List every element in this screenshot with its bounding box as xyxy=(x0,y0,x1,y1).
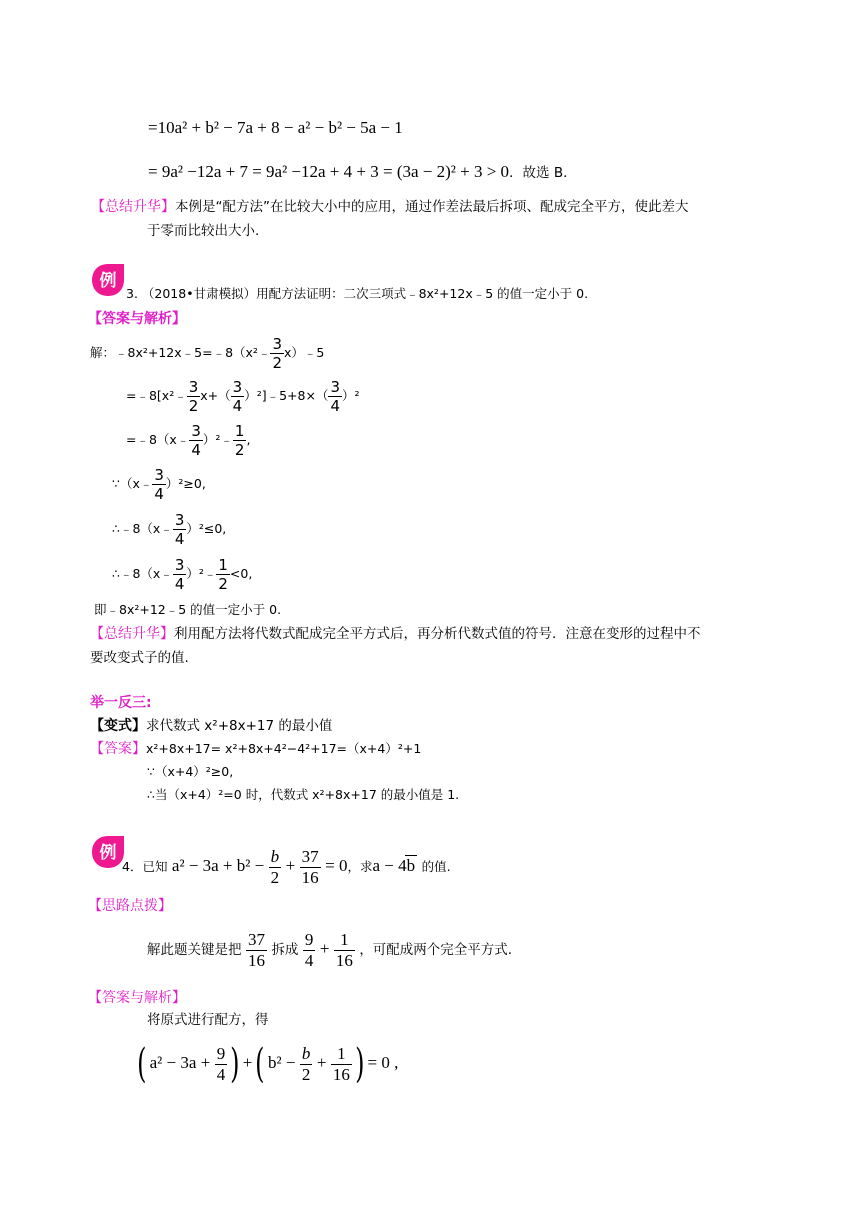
solution-text: x+（ xyxy=(200,388,231,403)
summary-2-line-1 xyxy=(90,624,701,644)
variant-answer xyxy=(90,739,421,759)
fraction-b-2: $\frac{b}{2}$ xyxy=(270,846,280,887)
solution-text: ）²≤0, xyxy=(186,521,227,536)
summary-1-line-2: 于零而比较出大小. xyxy=(147,223,260,239)
example-4-question xyxy=(122,845,451,888)
fraction-1-16: $\frac{1}{16}$ xyxy=(332,1043,350,1084)
summary-2-line-2: 要改变式子的值. xyxy=(90,650,189,666)
solution-line-5 xyxy=(112,511,226,548)
variant-question xyxy=(90,716,332,736)
conclusion-text: 即﹣8x²+12﹣5 的值一定小于 0. xyxy=(94,602,282,617)
plus-sign: + xyxy=(285,856,296,875)
fraction-1-2: $\frac{1}{2}$ xyxy=(218,556,228,593)
hint-text: ，可配成两个完全平方式. xyxy=(359,942,513,958)
fraction-37-16: $\frac{37}{16}$ xyxy=(301,846,319,887)
fraction-9-4: $\frac{9}{4}$ xyxy=(304,929,314,970)
solution-text: =﹣8（x﹣ xyxy=(126,432,190,447)
equation-line-2 xyxy=(148,162,577,183)
solution-text: ）² xyxy=(341,388,360,403)
left-paren: ( xyxy=(137,1041,147,1087)
solution-text: =﹣8[x²﹣ xyxy=(126,388,187,403)
summary-text: 利用配方法将代数式配成完全平方式后，再分析代数式值的符号．注意在变形的过程中不 xyxy=(174,626,701,642)
solution-text: <0, xyxy=(229,566,253,581)
hint-text: 拆成 xyxy=(271,942,299,958)
solution-text: ）²]﹣5+8×（ xyxy=(244,388,329,403)
summary-tag: 【总结升华】 xyxy=(90,626,174,642)
sqrt-expression: b xyxy=(406,856,416,875)
solution-text: ∵（x﹣ xyxy=(112,476,153,491)
example-badge-icon xyxy=(90,262,126,298)
equation-part: = 0 xyxy=(325,856,348,875)
section-heading: 举一反三: xyxy=(90,695,152,711)
question-number: 4．已知 xyxy=(122,859,168,874)
fraction-3-4: $\frac{3}{4}$ xyxy=(174,511,185,548)
plus-sign: + xyxy=(242,1053,253,1072)
fraction-1-16: $\frac{1}{16}$ xyxy=(335,929,353,970)
choice-text: ．故选 B． xyxy=(509,165,577,181)
equation-line-1: =10a² + b² − 7a + 8 − a² − b² − 5a − 1 xyxy=(148,118,403,137)
equation-part: a² − 3a + b² − xyxy=(171,856,265,875)
left-paren: ( xyxy=(255,1041,265,1087)
answer-text: x²+8x+17= x²+8x+4²−4²+17=（x+4）²+1 xyxy=(146,741,422,756)
solution-text: ∴﹣8（x﹣ xyxy=(112,566,173,581)
fraction-3-4: $\frac{3}{4}$ xyxy=(330,378,340,415)
fraction-3-2: $\frac{3}{2}$ xyxy=(188,378,199,415)
variant-label: 【变式】 xyxy=(90,718,146,734)
equation-part: a² − 3a + xyxy=(149,1053,211,1072)
answer-equation xyxy=(134,1040,398,1087)
question-text: 的值. xyxy=(421,859,451,874)
solution-text: ）²≥0, xyxy=(165,476,206,491)
hint-tag: 【思路点拨】 xyxy=(88,898,172,914)
solution-line-1 xyxy=(90,335,324,372)
solution-label: 解： xyxy=(90,345,116,360)
right-paren: ) xyxy=(230,1041,240,1087)
fraction-b-2: $\frac{b}{2}$ xyxy=(301,1043,311,1084)
variant-text: 求代数式 x²+8x+17 的最小值 xyxy=(146,718,333,734)
answer-text: 将原式进行配方，得 xyxy=(147,1012,269,1028)
fraction-9-4: $\frac{9}{4}$ xyxy=(216,1043,226,1084)
equation-part: = 0 , xyxy=(367,1053,399,1072)
expression: a − 4 xyxy=(372,856,407,875)
equation-part: b² − xyxy=(268,1053,296,1072)
solution-text: ﹣8x²+12x﹣5=﹣8（x²﹣ xyxy=(115,345,271,360)
plus-sign: + xyxy=(319,939,330,958)
right-paren: ) xyxy=(355,1041,365,1087)
answer-tag: 【答案】 xyxy=(90,741,146,757)
badge-label: 例 xyxy=(99,271,117,291)
fraction-3-4: $\frac{3}{4}$ xyxy=(174,556,185,593)
fraction-3-2: $\frac{3}{2}$ xyxy=(272,335,282,372)
plus-sign: + xyxy=(316,1053,327,1072)
summary-text: 本例是“配方法”在比较大小中的应用，通过作差法最后拆项、配成完全平方，使此差大 xyxy=(175,199,689,215)
solution-text: , xyxy=(246,432,251,447)
fraction-3-4: $\frac{3}{4}$ xyxy=(154,466,164,503)
summary-1-line-1 xyxy=(91,197,689,217)
fraction-3-4: $\frac{3}{4}$ xyxy=(191,422,201,459)
variant-because: ∵（x+4）²≥0, xyxy=(147,764,234,779)
answer-heading: 【答案与解析】 xyxy=(88,990,186,1006)
equation-line-2-math: = 9a² −12a + 7 = 9a² −12a + 4 + 3 = (3a − 2)² + 3 > 0 xyxy=(148,162,510,181)
summary-tag: 【总结升华】 xyxy=(91,199,175,215)
solution-text: ）²﹣ xyxy=(186,566,217,581)
example-3-question: 3. （2018•甘肃模拟）用配方法证明：二次三项式﹣8x²+12x﹣5 的值一定小于 0. xyxy=(126,286,589,301)
badge-label: 例 xyxy=(99,843,117,863)
hint-text: 解此题关键是把 xyxy=(147,942,242,958)
question-text: ，求 xyxy=(347,859,373,874)
solution-line-6 xyxy=(112,556,252,593)
solution-line-3 xyxy=(126,422,250,459)
fraction-37-16: $\frac{37}{16}$ xyxy=(247,929,265,970)
solution-line-4 xyxy=(112,466,206,503)
solution-text: ）²﹣ xyxy=(202,432,233,447)
solution-line-2 xyxy=(126,378,360,415)
fraction-3-4: $\frac{3}{4}$ xyxy=(232,378,243,415)
fraction-1-2: $\frac{1}{2}$ xyxy=(234,422,245,459)
answer-heading: 【答案与解析】 xyxy=(88,311,186,327)
hint-line xyxy=(147,928,512,971)
variant-therefore: ∴当（x+4）²=0 时，代数式 x²+8x+17 的最小值是 1. xyxy=(147,787,460,802)
example-badge-icon xyxy=(90,834,126,870)
solution-text: x）﹣5 xyxy=(284,345,325,360)
solution-text: ∴﹣8（x﹣ xyxy=(112,521,173,536)
